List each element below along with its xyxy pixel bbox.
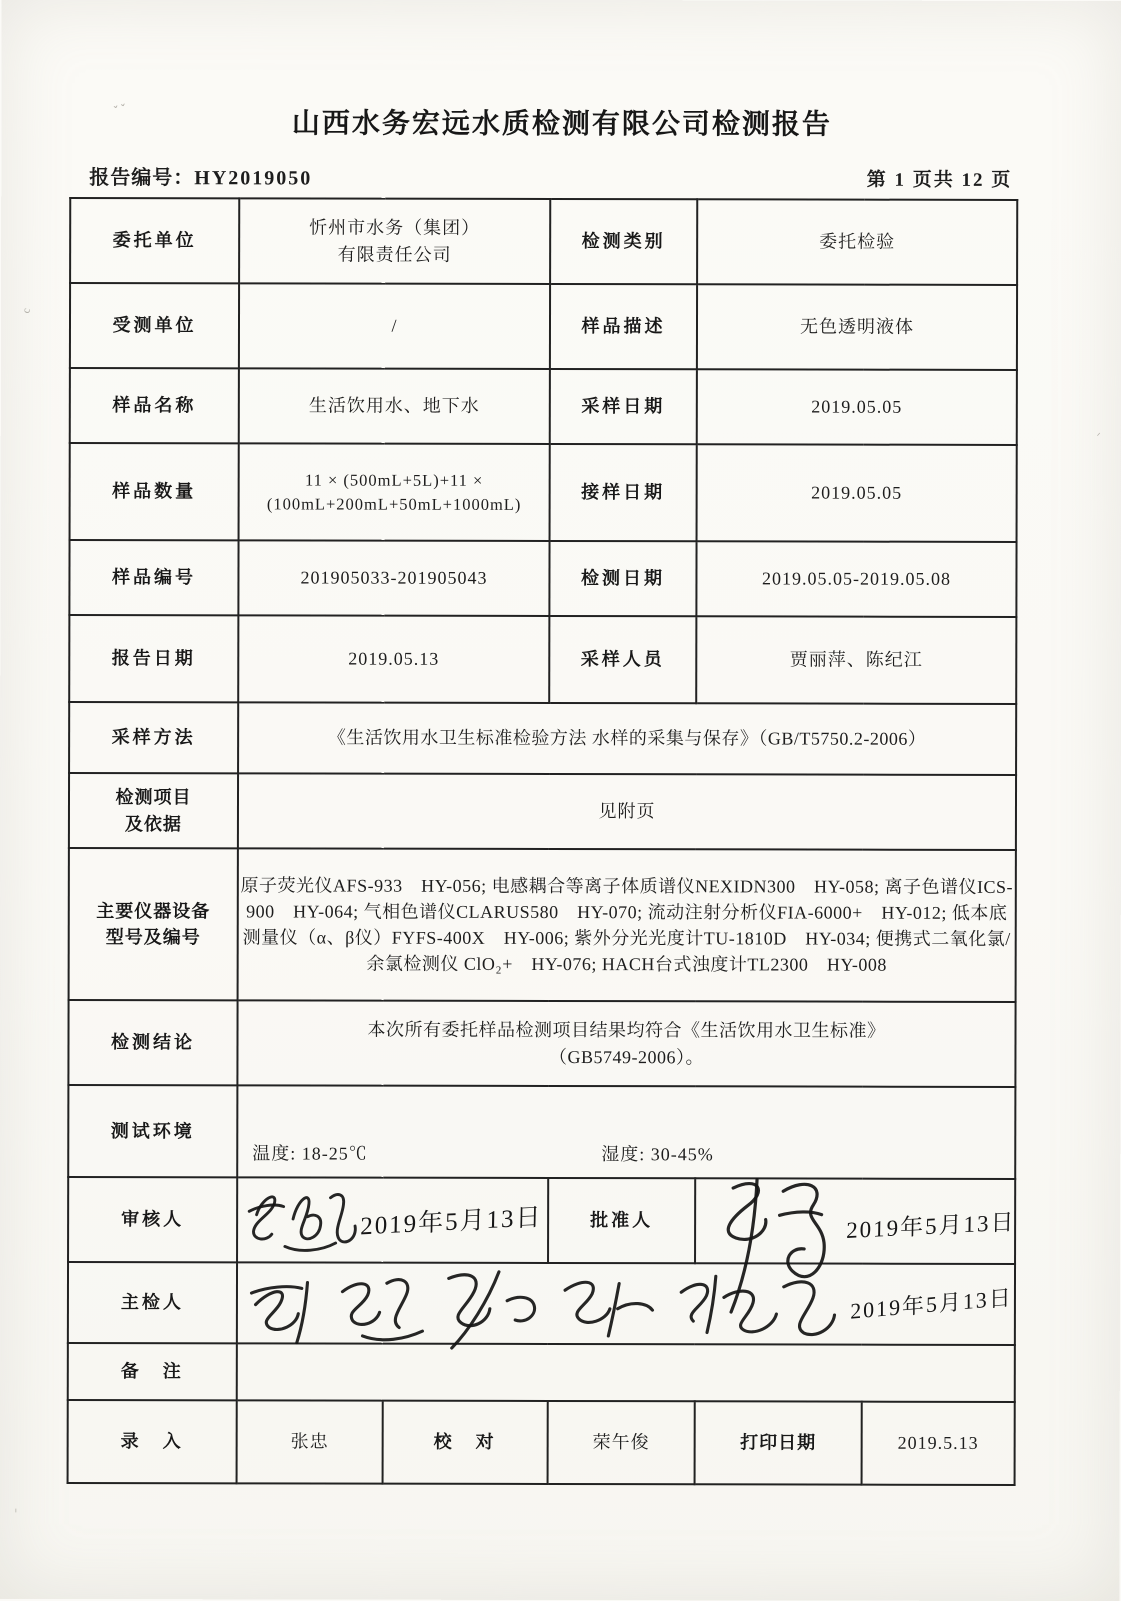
remarks-label: 备 注 <box>68 1343 237 1400</box>
approver-label: 批准人 <box>548 1178 695 1263</box>
report-number-value: HY2019050 <box>194 167 313 190</box>
sample-no-value: 201905033-201905043 <box>238 540 549 616</box>
instruments-value: 原子荧光仪AFS-933 HY-056; 电感耦合等离子体质谱仪NEXIDN300 HY-058; 离子色谱仪ICS-900 HY-064; 气相色谱仪CLARUS580 HY-070; 流动注射分析仪FIA-6000+ HY-012; 低本底测量仪（α、β仪）FYFS-400X HY-006; 紫外分光光度计TU-1810D HY-034; 便携式二氧化氯/余氯检测仪 ClO₂+ HY-076; HACH台式浊度计TL2300 HY-008 <box>238 848 1016 1002</box>
examiner-label: 主检人 <box>68 1262 237 1343</box>
environment-cell <box>237 1085 1015 1179</box>
tested-unit-value: / <box>239 283 550 369</box>
row-entry <box>68 1400 1015 1485</box>
reviewer-signature <box>243 1177 364 1265</box>
report-table <box>67 197 1019 1486</box>
meta-row <box>69 161 1016 192</box>
sample-qty-value: 11 × (500mL+5L)+11 × (100mL+200mL+50mL+1000mL) <box>239 443 550 541</box>
print-date-label: 打印日期 <box>695 1401 862 1484</box>
test-date-value: 2019.05.05-2019.05.08 <box>696 541 1016 617</box>
row-sample-no <box>69 540 1016 617</box>
report-date-label: 报告日期 <box>69 615 238 702</box>
environment-temperature: 温度: 18-25℃ <box>252 1143 368 1164</box>
approver-signature-cell <box>695 1178 1015 1264</box>
environment-label: 测试环境 <box>68 1085 237 1177</box>
proofread-value: 荣午俊 <box>548 1401 695 1484</box>
entrust-value: 忻州市水务（集团） 有限责任公司 <box>239 198 550 284</box>
report-number <box>69 161 312 191</box>
scan-artifact: ᐟ <box>1096 431 1101 442</box>
sample-desc-label: 样品描述 <box>550 284 697 369</box>
test-category-value: 委托检验 <box>697 199 1017 285</box>
conclusion-label: 检测结论 <box>68 1000 237 1085</box>
sampling-staff-label: 采样人员 <box>549 616 696 703</box>
sampling-staff-value: 贾丽萍、陈纪江 <box>696 616 1016 704</box>
examiner-date-handwritten: 2019年5月13日 <box>850 1284 1013 1324</box>
row-instruments <box>69 848 1016 1002</box>
instruments-label: 主要仪器设备 型号及编号 <box>69 848 238 1000</box>
scan-artifact: ɔ <box>21 307 34 315</box>
row-reviewer <box>68 1177 1015 1264</box>
proofread-label: 校 对 <box>383 1401 548 1484</box>
sample-name-label: 样品名称 <box>70 368 239 443</box>
approver-date-handwritten: 2019年5月13日 <box>845 1209 1016 1244</box>
row-sample-name <box>70 368 1017 445</box>
sample-qty-label: 样品数量 <box>70 443 239 540</box>
test-date-label: 检测日期 <box>549 541 696 616</box>
page-indicator: 第 1 页共 12 页 <box>866 169 1013 191</box>
row-report-date <box>69 615 1016 704</box>
reviewer-label: 审核人 <box>68 1177 237 1262</box>
scan-artifact: ⌄⌄ <box>110 97 128 111</box>
sample-desc-value: 无色透明液体 <box>697 284 1017 370</box>
sample-name-value: 生活饮用水、地下水 <box>239 368 550 444</box>
test-items-label: 检测项目 及依据 <box>69 773 238 848</box>
environment-humidity: 湿度: 30-45% <box>601 1143 714 1165</box>
receive-date-label: 接样日期 <box>550 444 697 541</box>
reviewer-signature-cell <box>237 1177 548 1263</box>
print-date-value: 2019.5.13 <box>862 1402 1015 1485</box>
test-items-value: 见附页 <box>238 773 1016 850</box>
test-category-label: 检测类别 <box>550 199 697 284</box>
page-title: 山西水务宏远水质检测有限公司检测报告 <box>291 107 832 140</box>
reviewer-date-handwritten: 2019年5月13日 <box>359 1204 543 1241</box>
entrust-label: 委托单位 <box>70 198 239 283</box>
receive-date-value: 2019.05.05 <box>697 444 1017 542</box>
row-tested-unit <box>70 283 1017 370</box>
entry-value: 张忠 <box>237 1400 383 1483</box>
examiner-signature-cell <box>237 1262 1015 1345</box>
row-entrust <box>70 198 1017 285</box>
row-conclusion <box>68 1000 1015 1087</box>
report-date-value: 2019.05.13 <box>238 615 549 703</box>
tested-unit-label: 受测单位 <box>70 283 239 368</box>
entry-label: 录 入 <box>68 1400 237 1483</box>
conclusion-value: 本次所有委托样品检测项目结果均符合《生活饮用水卫生标准》 （GB5749-2006）。 <box>237 1000 1015 1087</box>
scan-artifact: ᐠ <box>10 1506 20 1518</box>
examiner-signatures <box>245 1255 846 1356</box>
row-sample-qty <box>70 443 1017 542</box>
sampling-date-value: 2019.05.05 <box>697 369 1017 445</box>
row-environment <box>68 1085 1015 1179</box>
report-number-label: 报告编号： <box>89 167 195 190</box>
sampling-date-label: 采样日期 <box>550 369 697 444</box>
sampling-method-value: 《生活饮用水卫生标准检验方法 水样的采集与保存》（GB/T5750.2-2006） <box>238 702 1016 775</box>
row-examiner <box>68 1262 1015 1345</box>
row-sampling-method <box>69 702 1016 775</box>
row-test-items <box>69 773 1016 850</box>
sample-no-label: 样品编号 <box>69 540 238 615</box>
sampling-method-label: 采样方法 <box>69 702 238 773</box>
